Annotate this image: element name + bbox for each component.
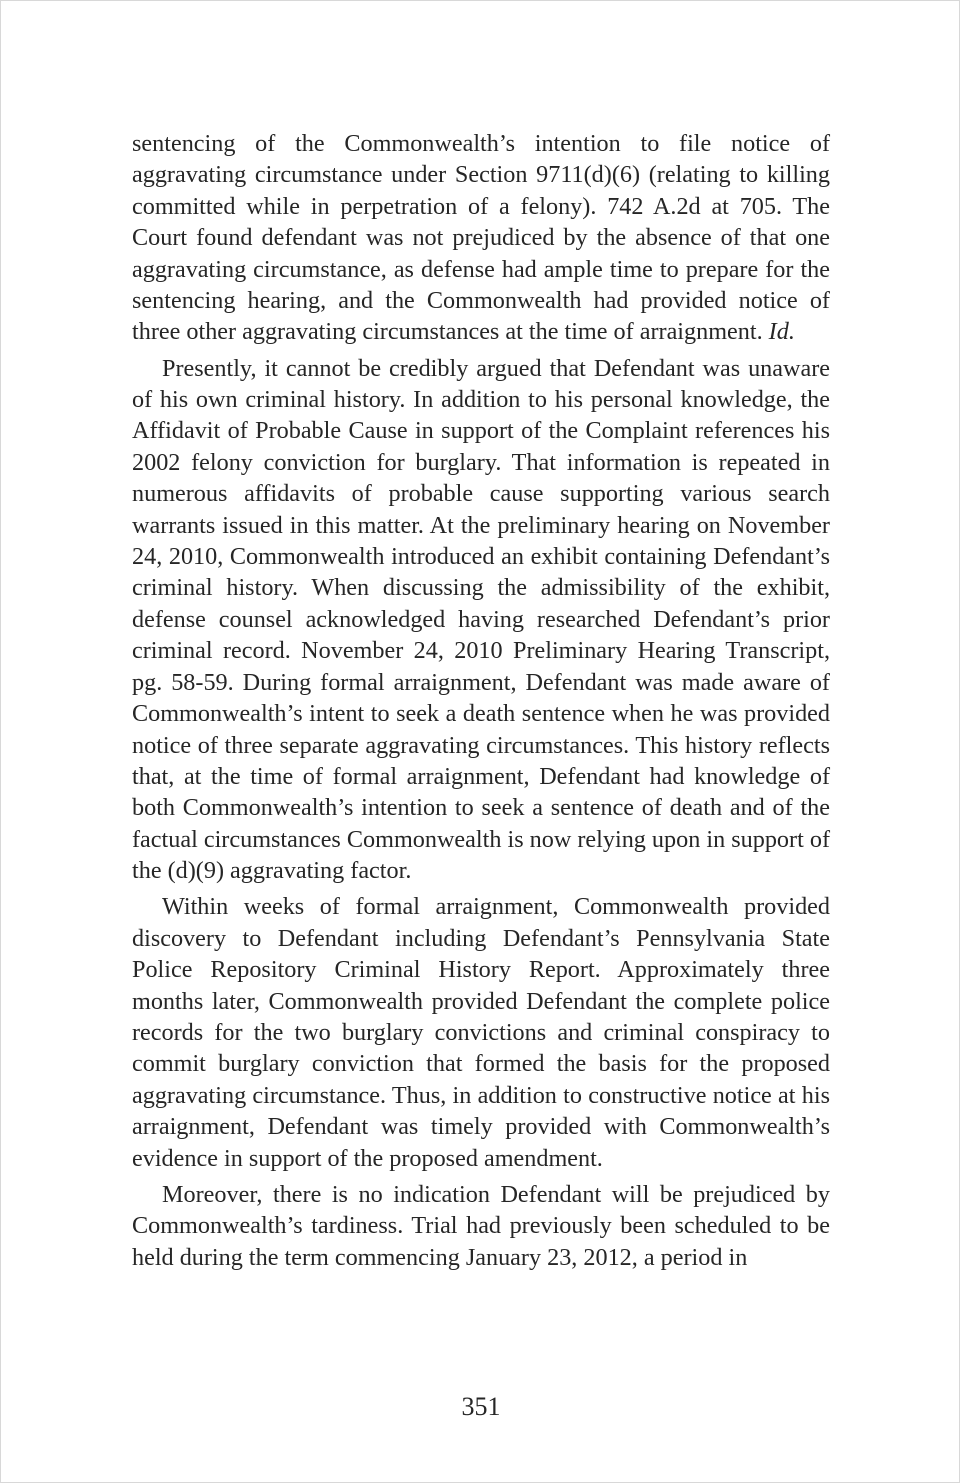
id-citation: Id. — [768, 318, 795, 346]
paragraph-4 — [132, 1179, 830, 1273]
paragraph-2 — [132, 353, 830, 887]
paragraph-1-text: sentencing of the Commonwealth’s intention to file notice of aggravating circumstance under Section 9711(d)(6) (relating to killing committed while in perpetration of a felony). 742 A.2d at 705. The Court found defendant was not prejudiced by the absence of that one aggravating circumstance, as defense had ample time to prepare for the sentencing hearing, and the Commonwealth had provided notice of three other aggravating circumstances at the time of arraignment. — [132, 130, 830, 346]
paragraph-3-text: Within weeks of formal arraignment, Commonwealth provided discovery to Defendant including Defendant’s Pennsylvania State Police Repository Criminal History Report. Approximately three months later, Commonwealth provided Defendant the complete police records for the two burglary convictions and criminal conspiracy to commit burglary conviction that formed the basis for the proposed aggravating circumstance. Thus, in addition to constructive notice at his arraignment, Defendant was timely provided with Commonwealth’s evidence in support of the proposed amendment. — [132, 893, 830, 1172]
body-text — [132, 128, 830, 1273]
page-number: 351 — [461, 1392, 501, 1421]
paragraph-3 — [132, 891, 830, 1174]
paragraph-2-text: Presently, it cannot be credibly argued that Defendant was unaware of his own criminal history. In addition to his personal knowledge, the Affidavit of Probable Cause in support of the Complaint references his 2002 felony conviction for burglary. That information is repeated in numerous affidavits of probable cause supporting various search warrants issued in this matter. At the preliminary hearing on November 24, 2010, Commonwealth introduced an exhibit containing Defendant’s criminal history. When discussing the admissibility of the exhibit, defense counsel acknowledged having researched Defendant’s prior criminal record. November 24, 2010 Preliminary Hearing Transcript, pg. 58-59. During formal arraignment, Defendant was made aware of Commonwealth’s intent to seek a death sentence when he was provided notice of three separate aggravating circumstances. This history reflects that, at the time of formal arraignment, Defendant had knowledge of both Commonwealth’s intention to seek a sentence of death and of the factual circumstances Commonwealth is now relying upon in support of the (d)(9) aggravating factor. — [132, 354, 830, 885]
paragraph-1 — [132, 128, 830, 348]
paragraph-4-text: Moreover, there is no indication Defendant will be prejudiced by Commonwealth’s tardiness. Trial had previously been scheduled to be held during the term commencing January 23, 2012, a period in — [132, 1180, 830, 1271]
